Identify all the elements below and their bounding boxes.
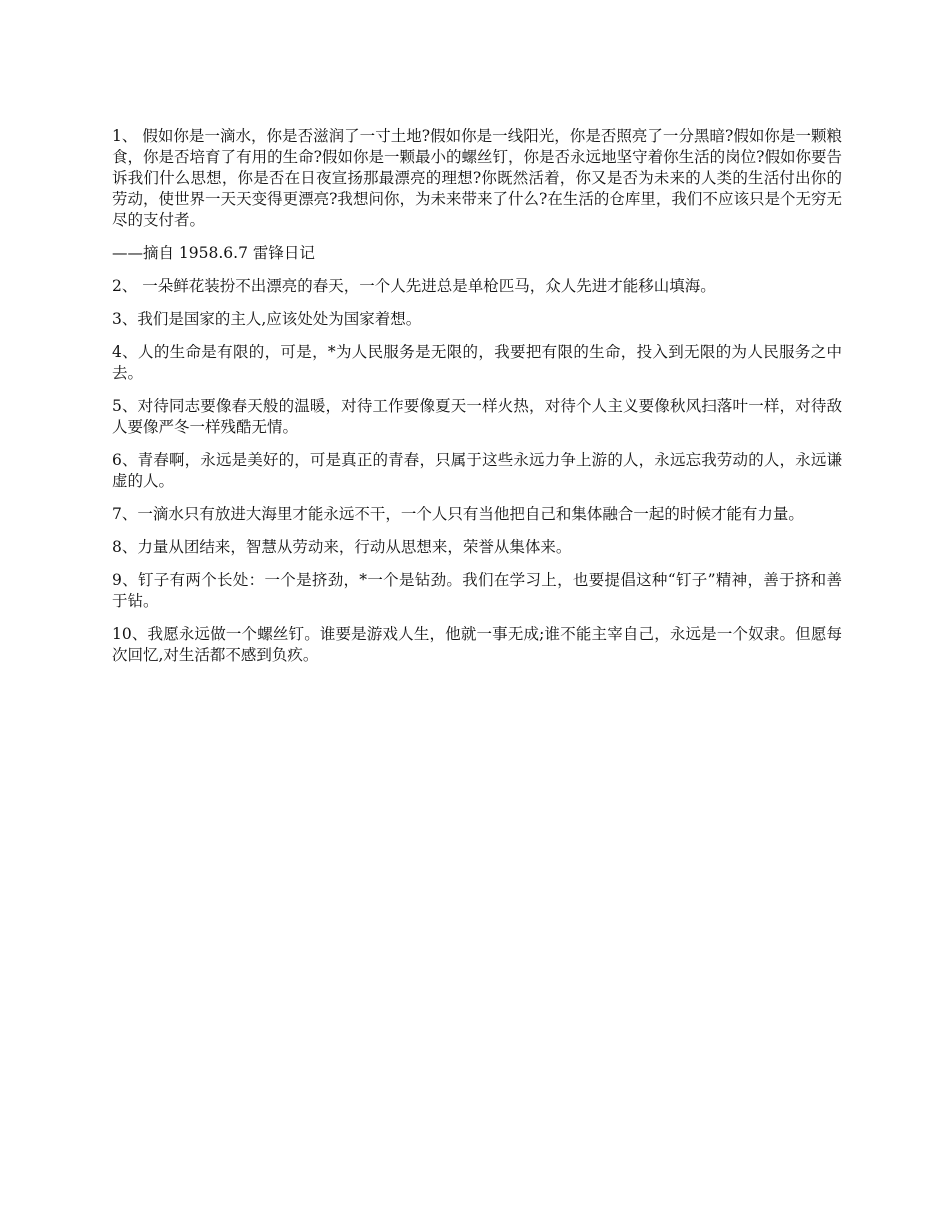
quote-paragraph-1: 1、 假如你是一滴水，你是否滋润了一寸土地?假如你是一线阳光，你是否照亮了一分黑暗?假如你是一颗粮食，你是否培育了有用的生命?假如你是一颗最小的螺丝钉，你是否永远地坚守着你生活的岗位?假如你要告诉我们什么思想，你是否在日夜宣扬那最漂亮的理想?你既然活着，你又是否为未来的人类的生活付出你的劳动，使世界一天天变得更漂亮?我想问你，为未来带来了什么?在生活的仓库里，我们不应该只是个无穷无尽的支付者。 [112,127,842,229]
quote-paragraph-2: 2、 一朵鲜花装扮不出漂亮的春天，一个人先进总是单枪匹马，众人先进才能移山填海。 [112,277,716,295]
quote-paragraph-4: 4、人的生命是有限的，可是，*为人民服务是无限的，我要把有限的生命，投入到无限的为人民服务之中去。 [112,343,842,382]
quote-paragraph-8: 8、力量从团结来，智慧从劳动来，行动从思想来，荣誉从集体来。 [112,538,572,556]
quote-paragraph-6: 6、青春啊，永远是美好的，可是真正的青春，只属于这些永远力争上游的人，永远忘我劳动的人，永远谦虚的人。 [112,451,842,490]
quote-paragraph-10: 10、我愿永远做一个螺丝钉。谁要是游戏人生，他就一事无成;谁不能主宰自己，永远是一个奴隶。但愿每次回忆,对生活都不感到负疚。 [112,625,842,664]
quote-source: ——摘自 1958.6.7 雷锋日记 [112,244,315,262]
quote-paragraph-3: 3、我们是国家的主人,应该处处为国家着想。 [112,310,422,328]
document-page [112,126,842,678]
quote-paragraph-5: 5、对待同志要像春天般的温暖，对待工作要像夏天一样火热，对待个人主义要像秋风扫落叶一样，对待敌人要像严冬一样残酷无情。 [112,397,842,436]
quote-paragraph-7: 7、一滴水只有放进大海里才能永远不干，一个人只有当他把自己和集体融合一起的时候才能有力量。 [112,505,804,523]
quote-paragraph-9: 9、钉子有两个长处：一个是挤劲，*一个是钻劲。我们在学习上，也要提倡这种“钉子”精神，善于挤和善于钻。 [112,571,842,610]
